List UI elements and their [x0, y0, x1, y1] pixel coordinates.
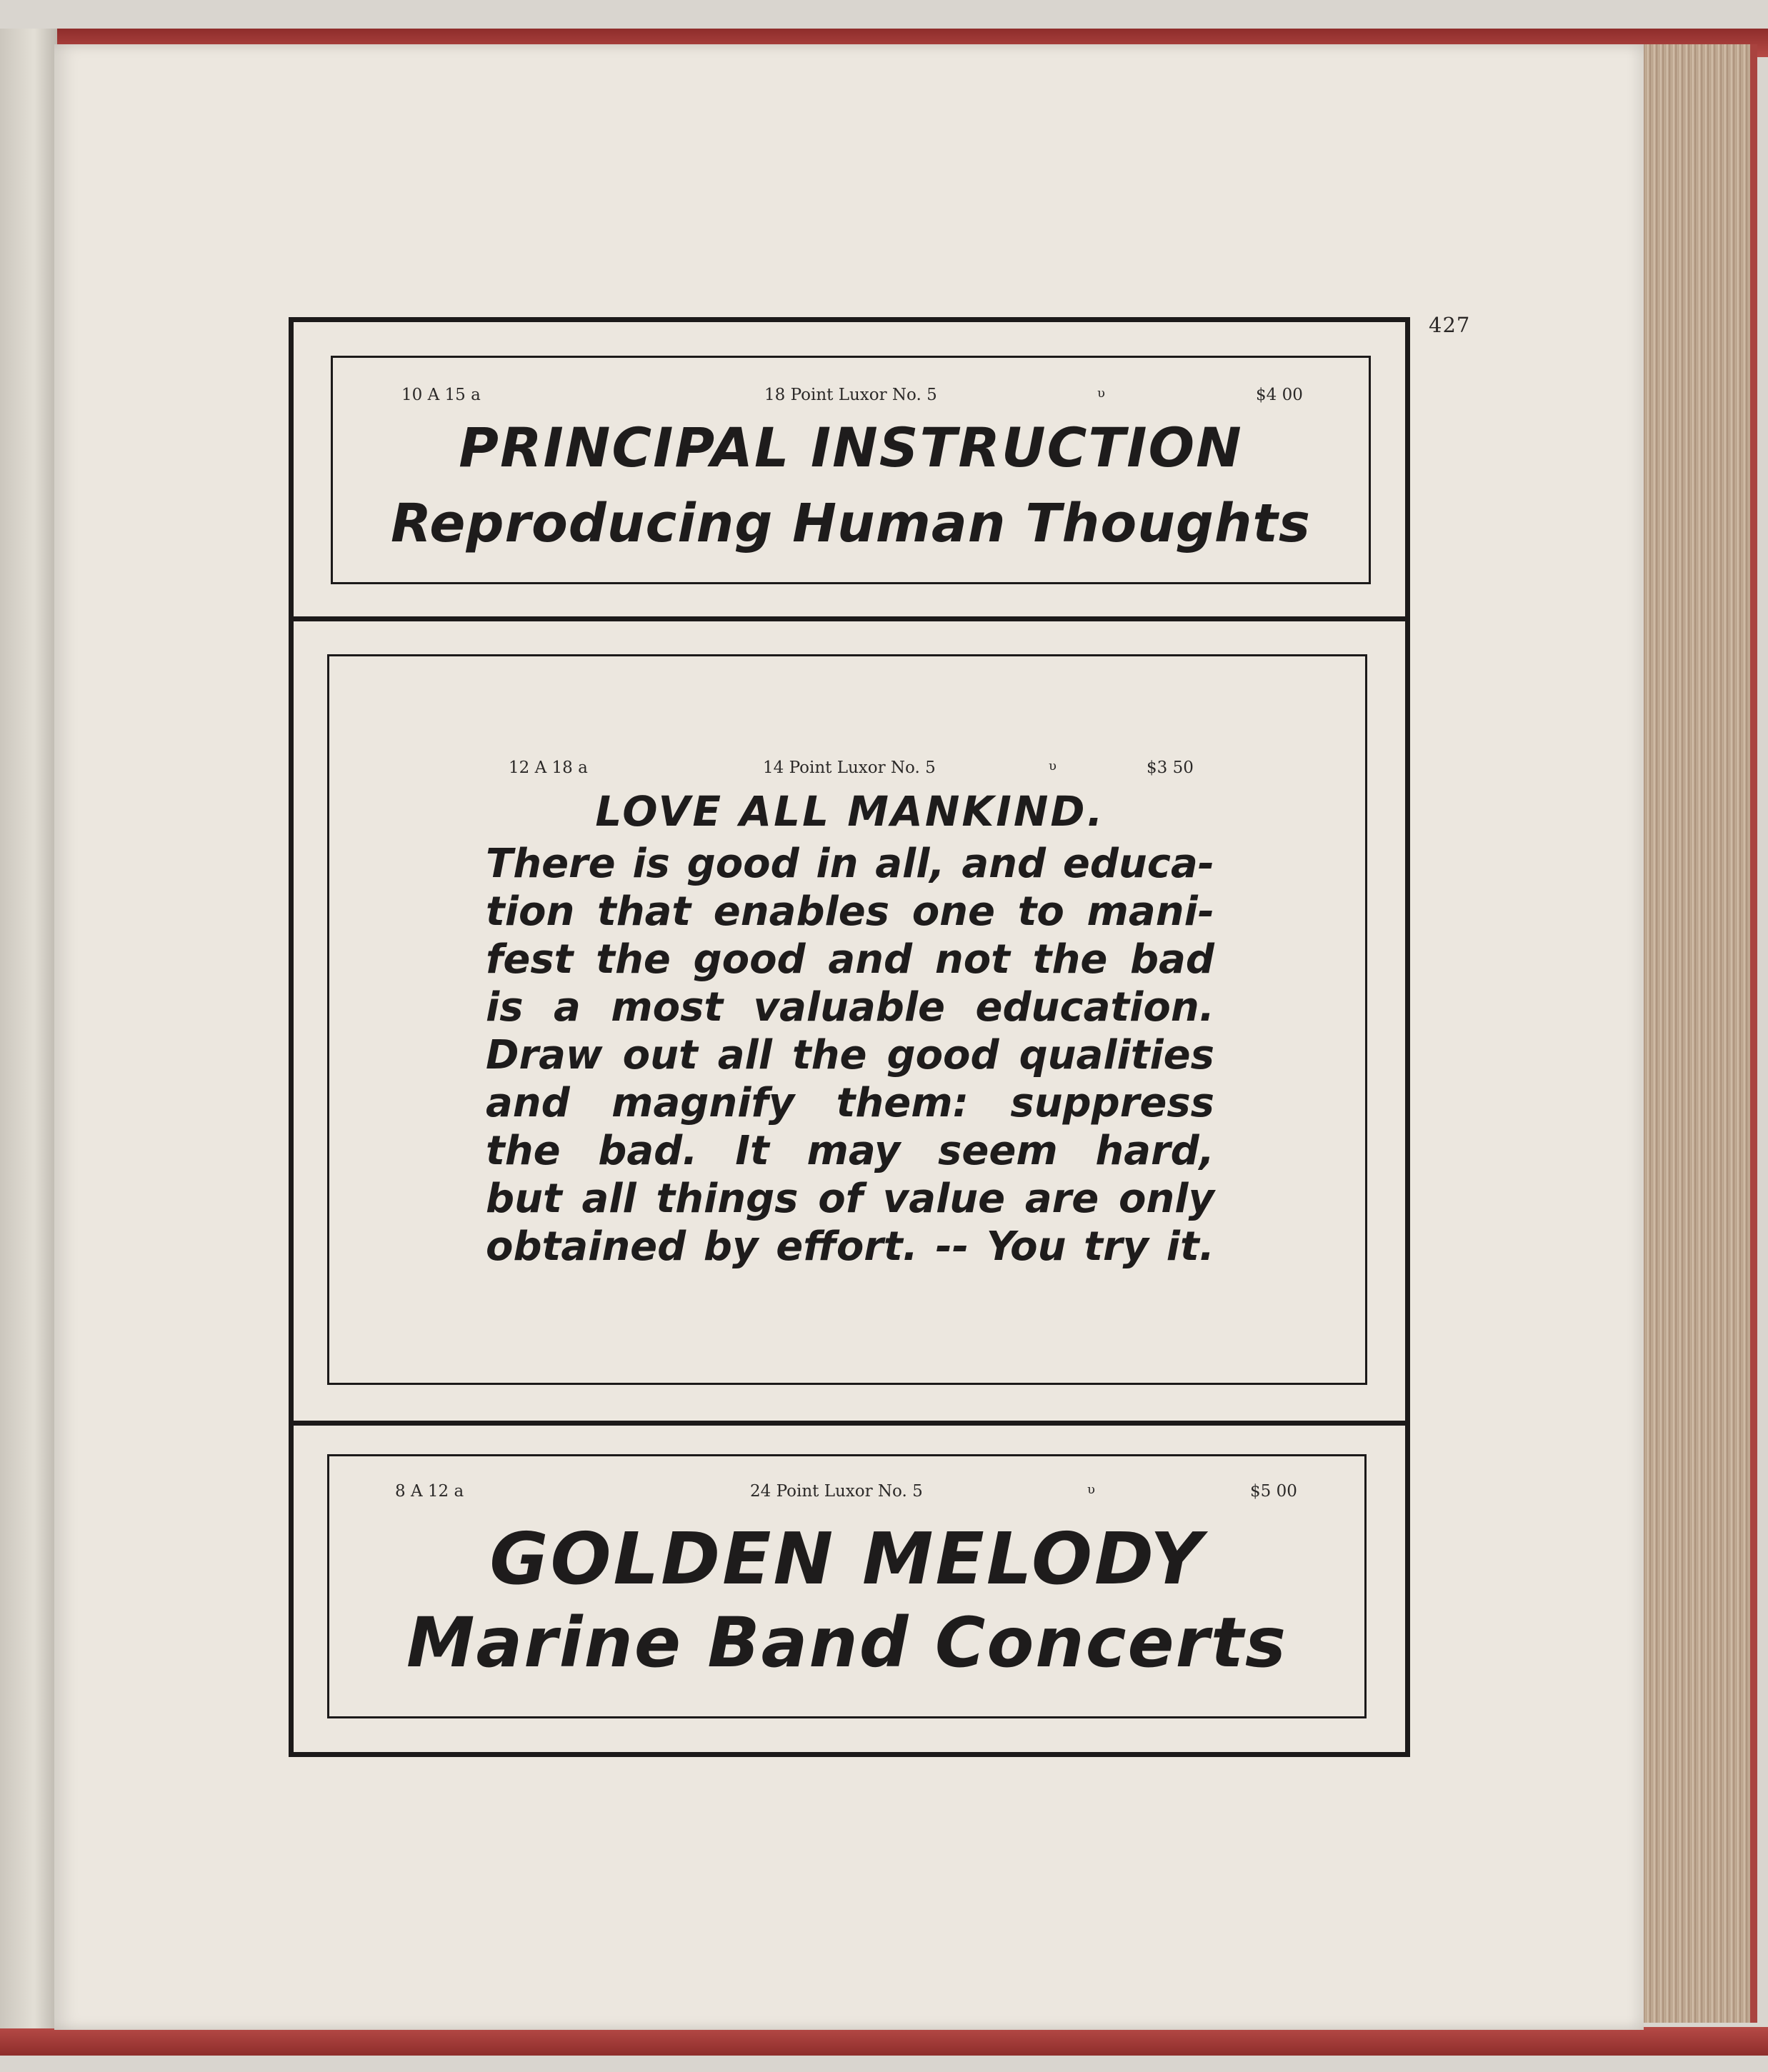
- specimen-2-line-1: There is good in all, and educa-: [486, 841, 1214, 887]
- specimen-2-heading: LOVE ALL MANKIND.: [595, 787, 1105, 836]
- specimen-3-font-count: 8 A 12 a: [395, 1482, 464, 1501]
- specimen-3-display: [327, 1454, 1367, 1718]
- specimen-1-font-name: 18 Point Luxor No. 5: [764, 386, 937, 404]
- specimen-3-price: $5 00: [1250, 1482, 1297, 1501]
- facing-page-edge: [0, 29, 57, 2028]
- specimen-3-mark: υ: [1087, 1482, 1095, 1497]
- specimen-1-font-count: 10 A 15 a: [401, 386, 481, 404]
- specimen-2-body: [486, 840, 1214, 1271]
- frame-divider-lower: [294, 1421, 1405, 1426]
- specimen-1-line-2: Reproducing Human Thoughts: [391, 493, 1311, 554]
- specimen-2-line-7: the bad. It may seem hard,: [486, 1128, 1214, 1174]
- specimen-2-line-8: but all things of value are only: [486, 1176, 1214, 1222]
- frame-divider-upper: [294, 616, 1405, 621]
- specimen-3-line-1: GOLDEN MELODY: [489, 1517, 1204, 1601]
- specimen-2-line-9: obtained by effort. -- You try it.: [486, 1223, 1214, 1270]
- specimen-1-line-1: PRINCIPAL INSTRUCTION: [459, 416, 1243, 479]
- specimen-3-line-2: Marine Band Concerts: [406, 1603, 1287, 1683]
- specimen-1-mark: υ: [1097, 386, 1105, 401]
- specimen-2-font-name: 14 Point Luxor No. 5: [763, 759, 936, 777]
- book-cover-bottom-edge: [0, 2027, 1768, 2056]
- specimen-2-line-5: Draw out all the good qualities: [486, 1032, 1214, 1078]
- specimen-3-font-name: 24 Point Luxor No. 5: [750, 1482, 923, 1501]
- specimen-2-mark: υ: [1049, 759, 1057, 774]
- specimen-1-display: [331, 356, 1371, 584]
- specimen-1-price: $4 00: [1256, 386, 1303, 404]
- page-stack-edge: [1639, 44, 1757, 2023]
- specimen-2-line-4: is a most valuable education.: [486, 984, 1214, 1031]
- specimen-2-price: $3 50: [1147, 759, 1194, 777]
- specimen-2-line-2: tion that enables one to mani-: [486, 889, 1214, 935]
- specimen-2-font-count: 12 A 18 a: [509, 759, 588, 777]
- specimen-2-line-3: fest the good and not the bad: [486, 936, 1214, 983]
- page-number: 427: [1429, 313, 1471, 337]
- specimen-2-line-6: and magnify them: suppress: [486, 1080, 1214, 1126]
